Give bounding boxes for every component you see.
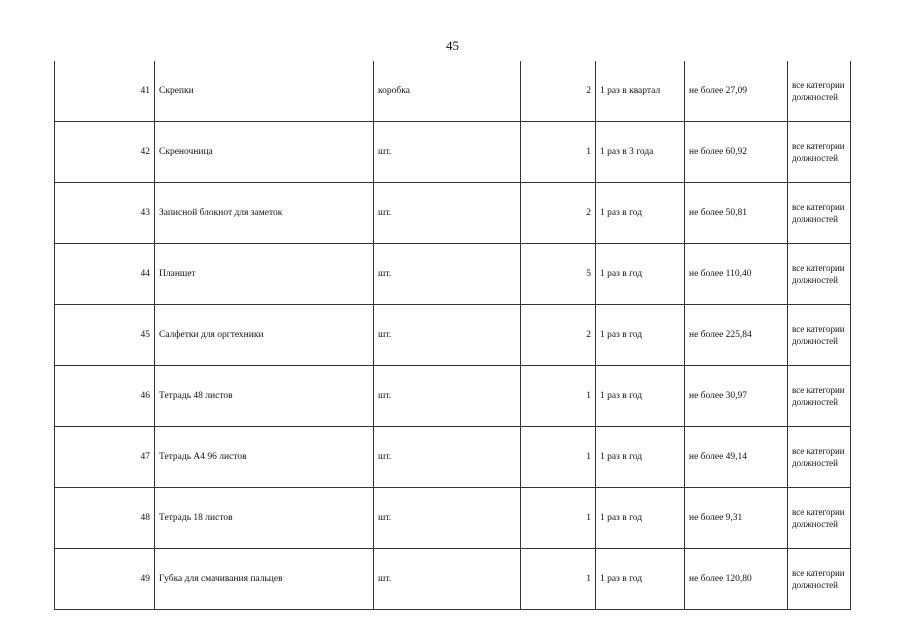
item-name-text: Планшет	[159, 269, 196, 279]
frequency-text: 1 раз в год	[600, 208, 643, 218]
item-name-cell	[155, 366, 374, 427]
item-name-text: Губка для смачивания пальцев	[159, 574, 283, 584]
item-name-cell	[155, 61, 374, 122]
category-cell	[788, 244, 851, 305]
unit-text: шт.	[378, 147, 392, 157]
row-number-cell	[55, 549, 155, 610]
supplies-table	[54, 61, 851, 610]
unit-cell	[374, 305, 521, 366]
quantity-text: 2	[586, 330, 591, 340]
price-cell	[685, 183, 788, 244]
frequency-cell	[596, 488, 685, 549]
quantity-cell	[521, 305, 596, 366]
row-number-text: 44	[140, 269, 150, 279]
frequency-cell	[596, 122, 685, 183]
quantity-cell	[521, 366, 596, 427]
quantity-cell	[521, 61, 596, 122]
category-text: все категории должностей	[792, 141, 845, 163]
item-name-cell	[155, 122, 374, 183]
quantity-cell	[521, 549, 596, 610]
item-name-cell	[155, 183, 374, 244]
frequency-cell	[596, 183, 685, 244]
row-number-text: 49	[140, 574, 150, 584]
quantity-cell	[521, 122, 596, 183]
price-cell	[685, 427, 788, 488]
category-cell	[788, 122, 851, 183]
quantity-text: 5	[586, 269, 591, 279]
frequency-text: 1 раз в 3 года	[600, 147, 654, 157]
row-number-cell	[55, 488, 155, 549]
item-name-text: Скрепки	[159, 86, 194, 96]
row-number-cell	[55, 183, 155, 244]
price-text: не более 27,09	[689, 86, 748, 96]
item-name-text: Скреночница	[159, 147, 213, 157]
table-row	[55, 427, 851, 488]
unit-text: шт.	[378, 513, 392, 523]
category-text: все категории должностей	[792, 446, 845, 468]
table-body	[55, 61, 851, 610]
category-cell	[788, 61, 851, 122]
quantity-cell	[521, 488, 596, 549]
price-cell	[685, 305, 788, 366]
table-row	[55, 183, 851, 244]
frequency-cell	[596, 549, 685, 610]
item-name-cell	[155, 244, 374, 305]
quantity-text: 1	[586, 391, 591, 401]
row-number-text: 47	[140, 452, 150, 462]
price-text: не более 120,80	[689, 574, 752, 584]
item-name-cell	[155, 488, 374, 549]
frequency-text: 1 раз в год	[600, 269, 643, 279]
price-cell	[685, 61, 788, 122]
item-name-cell	[155, 549, 374, 610]
row-number-text: 46	[140, 391, 150, 401]
category-text: все категории должностей	[792, 202, 845, 224]
quantity-text: 1	[586, 147, 591, 157]
category-cell	[788, 488, 851, 549]
row-number-cell	[55, 61, 155, 122]
unit-cell	[374, 244, 521, 305]
price-cell	[685, 122, 788, 183]
row-number-cell	[55, 244, 155, 305]
unit-cell	[374, 427, 521, 488]
table-row	[55, 61, 851, 122]
frequency-cell	[596, 366, 685, 427]
frequency-cell	[596, 244, 685, 305]
page-number: 45	[446, 38, 459, 53]
quantity-text: 2	[586, 208, 591, 218]
unit-text: шт.	[378, 452, 392, 462]
category-text: все категории должностей	[792, 507, 845, 529]
table-row	[55, 366, 851, 427]
quantity-cell	[521, 244, 596, 305]
unit-text: шт.	[378, 330, 392, 340]
price-text: не более 225,84	[689, 330, 752, 340]
price-text: не более 60,92	[689, 147, 748, 157]
unit-text: шт.	[378, 391, 392, 401]
row-number-text: 42	[140, 147, 150, 157]
price-text: не более 110,40	[689, 269, 752, 279]
row-number-cell	[55, 427, 155, 488]
item-name-text: Записной блокнот для заметок	[159, 208, 283, 218]
table-row	[55, 122, 851, 183]
quantity-cell	[521, 427, 596, 488]
price-cell	[685, 366, 788, 427]
frequency-text: 1 раз в год	[600, 513, 643, 523]
item-name-text: Салфетки для оргтехники	[159, 330, 264, 340]
frequency-text: 1 раз в квартал	[600, 86, 661, 96]
row-number-cell	[55, 366, 155, 427]
frequency-text: 1 раз в год	[600, 452, 643, 462]
frequency-text: 1 раз в год	[600, 574, 643, 584]
category-cell	[788, 427, 851, 488]
category-text: все категории должностей	[792, 80, 845, 102]
quantity-text: 1	[586, 513, 591, 523]
item-name-cell	[155, 427, 374, 488]
frequency-text: 1 раз в год	[600, 330, 643, 340]
row-number-text: 48	[140, 513, 150, 523]
unit-cell	[374, 183, 521, 244]
quantity-text: 1	[586, 452, 591, 462]
category-cell	[788, 549, 851, 610]
frequency-cell	[596, 427, 685, 488]
category-text: все категории должностей	[792, 568, 845, 590]
unit-cell	[374, 488, 521, 549]
table-row	[55, 244, 851, 305]
item-name-cell	[155, 305, 374, 366]
frequency-text: 1 раз в год	[600, 391, 643, 401]
table-row	[55, 305, 851, 366]
quantity-text: 1	[586, 574, 591, 584]
price-cell	[685, 244, 788, 305]
row-number-text: 43	[140, 208, 150, 218]
price-text: не более 30,97	[689, 391, 748, 401]
item-name-text: Тетрадь 48 листов	[159, 391, 233, 401]
row-number-text: 41	[140, 86, 150, 96]
unit-cell	[374, 366, 521, 427]
unit-text: шт.	[378, 574, 392, 584]
item-name-text: Тетрадь А4 96 листов	[159, 452, 247, 462]
unit-cell	[374, 549, 521, 610]
table-row	[55, 549, 851, 610]
unit-text: шт.	[378, 208, 392, 218]
category-cell	[788, 305, 851, 366]
unit-cell	[374, 61, 521, 122]
price-text: не более 49,14	[689, 452, 748, 462]
row-number-text: 45	[140, 330, 150, 340]
frequency-cell	[596, 305, 685, 366]
category-text: все категории должностей	[792, 263, 845, 285]
category-text: все категории должностей	[792, 324, 845, 346]
category-cell	[788, 183, 851, 244]
row-number-cell	[55, 305, 155, 366]
price-text: не более 50,81	[689, 208, 748, 218]
table-row	[55, 488, 851, 549]
price-cell	[685, 549, 788, 610]
quantity-text: 2	[586, 86, 591, 96]
quantity-cell	[521, 183, 596, 244]
unit-text: коробка	[378, 86, 410, 96]
frequency-cell	[596, 61, 685, 122]
category-cell	[788, 366, 851, 427]
item-name-text: Тетрадь 18 листов	[159, 513, 233, 523]
category-text: все категории должностей	[792, 385, 845, 407]
price-cell	[685, 488, 788, 549]
unit-text: шт.	[378, 269, 392, 279]
unit-cell	[374, 122, 521, 183]
row-number-cell	[55, 122, 155, 183]
price-text: не более 9,31	[689, 513, 743, 523]
